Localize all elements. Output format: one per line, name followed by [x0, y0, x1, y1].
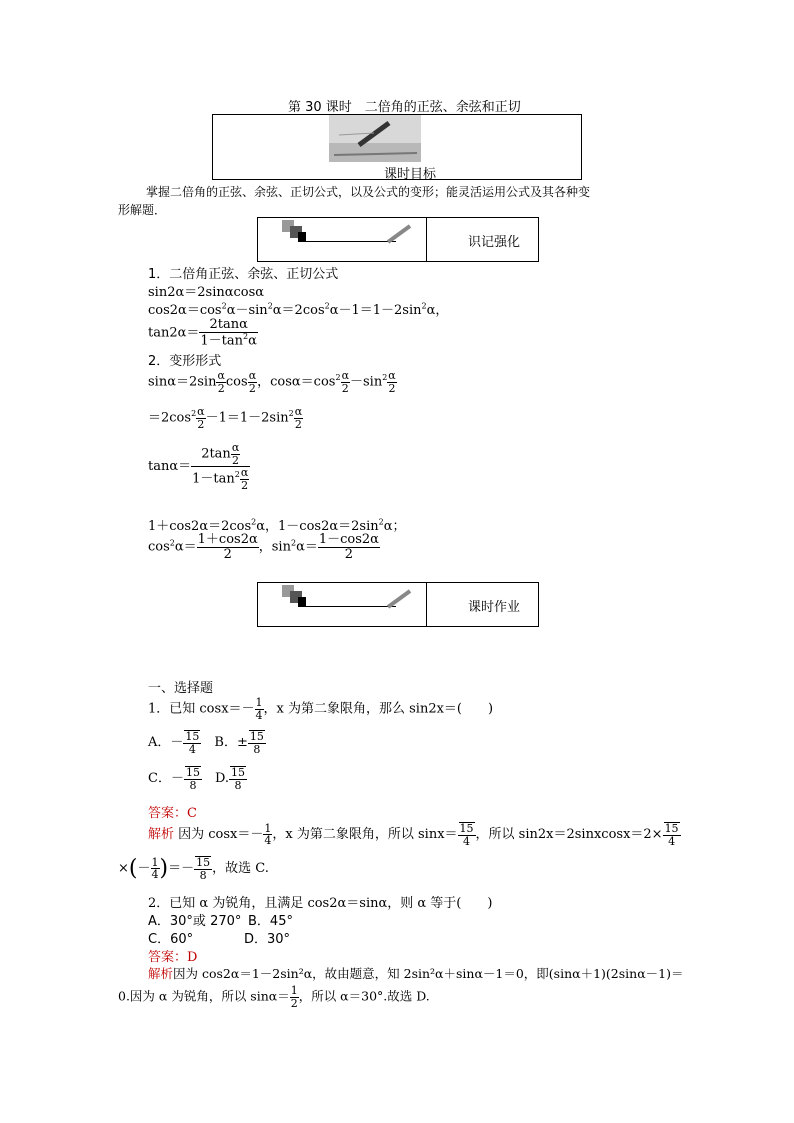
- homework-section-label: 课时作业: [468, 600, 521, 615]
- lesson-title: 第 30 课时 二倍角的正弦、余弦和正切: [288, 100, 521, 115]
- formula-sina: sinα＝2sin $\frac{\alpha}{2}$ cos $\frac{\alpha}{2}$ ，$\cos\alpha=\cos^2$ $\frac{\alpha}{2}$ $-\sin^2$ $\frac{\alpha}{2}$: [148, 369, 396, 395]
- q2-answer: 答案：D: [148, 950, 198, 965]
- q2-option-a: A．30°或 270°: [148, 914, 242, 929]
- q2-analysis-line2: 0.因为 α 为锐角，所以 sinα＝ $\frac{1}{2}$ ，所以 α＝30°.故选 D.: [118, 984, 430, 1010]
- formula-cosa-2: $=2\cos^2$ $\frac{\alpha}{2}$ $-1=1-2\sin^2$ $\frac{\alpha}{2}$: [148, 405, 303, 431]
- pen-icon: [384, 587, 414, 611]
- formula-sin2a: sin2α＝2sinαcosα: [148, 285, 265, 300]
- q2-option-d: D．30°: [244, 932, 291, 947]
- homework-section-box: [257, 582, 539, 627]
- q2-option-b: B．45°: [248, 914, 293, 929]
- banner-caption: 课时目标: [384, 167, 437, 182]
- q1-options-ab: A．－ $\frac{15}{4}$ B．± $\frac{15}{8}$: [148, 730, 264, 756]
- q1-analysis-line2: ×(－ $\frac{1}{4}$ )＝－ $\frac{15}{8}$ ，故选 C.: [118, 855, 269, 882]
- q2-analysis-line1: 解析因为 cos2α＝1－2sin²α，故由题意，知 2sin²α＋sinα－1＝0，即(sinα＋1)(2sinα－1)＝: [148, 966, 684, 981]
- formula-square: $\cos^2\alpha=$ $\frac{1+\cos 2\alpha}{2}$ ，$\sin^2\alpha=$ $\frac{1-\cos 2\alpha}{2}$: [148, 532, 379, 562]
- formula-heading-2: 2．变形形式: [148, 354, 222, 369]
- memory-section-box: [257, 217, 539, 262]
- formula-tana: tanα＝ 2tan $\frac{\alpha}{2}$ $1-\tan^2$ $\frac{\alpha}{2}$: [148, 441, 249, 492]
- q1-options-cd: C．－ $\frac{15}{8}$ D. $\frac{15}{8}$: [148, 766, 246, 792]
- formula-cos2a: $\cos 2\alpha=\cos^2\alpha-\sin^2\alpha=2\cos^2\alpha-1=1-2\sin^2\alpha$，: [148, 301, 449, 318]
- banner-box: [212, 114, 582, 180]
- q1-analysis-line1: 解析 因为 cosx＝－ $\frac{1}{4}$ ，x 为第二象限角，所以 sinx＝ $\frac{15}{4}$ ，所以 sin2x＝2sinxcosx＝2× $\frac{15}{4}$: [148, 821, 679, 848]
- formula-heading-1: 1．二倍角正弦、余弦、正切公式: [148, 267, 339, 282]
- q1-stem: 1．已知 cosx＝－ $\frac{1}{4}$ ，x 为第二象限角，那么 sin2x＝( ): [148, 696, 494, 722]
- pen-illustration: [329, 115, 421, 162]
- pen-icon: [384, 222, 414, 246]
- objective-line1: 掌握二倍角的正弦、余弦、正切公式，以及公式的变形；能灵活运用公式及其各种变: [146, 185, 591, 199]
- question-type-title: 一、选择题: [148, 681, 214, 696]
- objective-line2: 形解题．: [118, 203, 167, 217]
- formula-tan2a: tan2α＝ $\frac{2\tan\alpha}{1-\tan^2\alpha}$: [148, 317, 257, 348]
- memory-section-label: 识记强化: [468, 235, 521, 250]
- q2-option-c: C．60°: [148, 932, 194, 947]
- q1-answer: 答案：C: [148, 806, 197, 821]
- formula-1pluscos: $1+\cos 2\alpha=2\cos^2\alpha$，$1-\cos 2\alpha=2\sin^2\alpha$；: [148, 517, 406, 534]
- q2-stem: 2．已知 α 为锐角，且满足 cos2α＝sinα，则 α 等于( ): [148, 896, 493, 911]
